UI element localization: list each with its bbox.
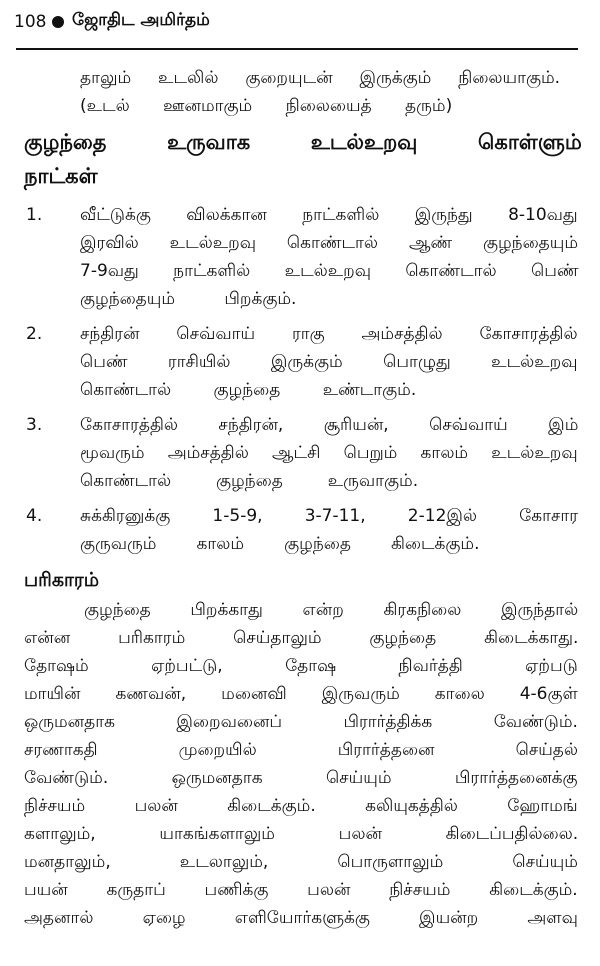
section-heading: குழந்தை உருவாக உடல்உறவு கொள்ளும்: [24, 130, 582, 154]
list-item-line: சுக்கிரனுக்கு 1-5-9, 3-7-11, 2-12இல் கோசார: [80, 506, 579, 526]
paragraph-line: அதனால் ஏழை எளியோர்களுக்கு இயன்ற அளவு: [24, 908, 578, 928]
paragraph-line: நிச்சயம் பலன் கிடைக்கும். கலியுகத்தில் ஹோமங்: [24, 796, 578, 816]
list-item-line: 7-9வது நாட்களில் உடல்உறவு கொண்டால் பெண்: [80, 261, 579, 281]
list-number: 4.: [26, 506, 43, 526]
paragraph-line: குழந்தை பிறக்காது என்ற கிரகநிலை இருந்தால்: [84, 600, 579, 620]
paragraph-line: என்ன பரிகாரம் செய்தாலும் குழந்தை கிடைக்காது.: [24, 628, 579, 648]
list-item-line: சந்திரன் செவ்வாய் ராகு அம்சத்தில் கோசாரத்தில்: [80, 324, 578, 344]
list-item-line: குழந்தையும் பிறக்கும்.: [80, 289, 297, 309]
list-number: 3.: [26, 415, 43, 435]
paragraph-line: சரணாகதி முறையில் பிரார்த்தனை செய்தல்: [24, 740, 578, 760]
paragraph-line: வேண்டும். ஒருமனதாக செய்யும் பிரார்த்தனைக்கு: [24, 768, 578, 788]
list-item-line: கொண்டால் குழந்தை உருவாகும்.: [80, 471, 419, 491]
paragraph-line: மாயின் கணவன், மனைவி இருவரும் காலை 4-6குள்: [24, 684, 578, 704]
list-item-line: மூவரும் அம்சத்தில் ஆட்சி பெறும் காலம் உடல்உறவு: [80, 443, 578, 463]
bullet-icon: [52, 16, 64, 28]
list-number: 1.: [26, 205, 43, 225]
paragraph-line: தோஷம் ஏற்பட்டு, தோஷ நிவர்த்தி ஏற்படு: [24, 656, 578, 676]
list-item-line: கொண்டால் குழந்தை உண்டாகும்.: [80, 380, 417, 400]
running-title: ஜோதிட அமிர்தம்: [72, 10, 210, 30]
list-item-line: பெண் ராசியில் இருக்கும் பொழுது உடல்உறவு: [80, 352, 578, 372]
page-number: 108: [14, 12, 47, 32]
intro-line: (உடல் ஊனமாகும் நிலையைத் தரும்): [80, 96, 453, 116]
page-header: [14, 6, 578, 40]
header-rule: [16, 48, 578, 50]
list-item-line: குருவரும் காலம் குழந்தை கிடைக்கும்.: [80, 534, 480, 554]
paragraph-line: மனதாலும், உடலாலும், பொருளாலும் செய்யும்: [24, 852, 578, 872]
section-heading-cont: நாட்கள்: [24, 164, 98, 188]
paragraph-line: பயன் கருதாப் பணிக்கு பலன் நிச்சயம் கிடைக்கும்.: [24, 880, 578, 900]
list-item-line: கோசாரத்தில் சந்திரன், சூரியன், செவ்வாய் இம்: [80, 415, 579, 435]
intro-line: தாலும் உடலில் குறையுடன் இருக்கும் நிலையாகும்.: [80, 68, 561, 88]
paragraph-line: களாலும், யாகங்களாலும் பலன் கிடைப்பதில்லை.: [24, 824, 579, 844]
list-item-line: இரவில் உடல்உறவு கொண்டால் ஆண் குழந்தையும்: [80, 233, 578, 253]
list-item-line: வீட்டுக்கு விலக்கான நாட்களில் இருந்து 8-10வது: [80, 205, 578, 225]
list-number: 2.: [26, 324, 43, 344]
paragraph-line: ஒருமனதாக இறைவனைப் பிரார்த்திக்க வேண்டும்.: [24, 712, 578, 732]
section-heading: பரிகாரம்: [24, 569, 99, 591]
